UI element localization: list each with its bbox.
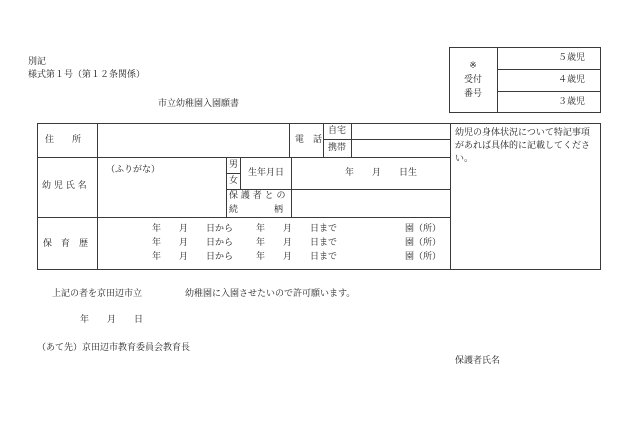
form-number: 様式第１号（第１２条関係）: [28, 70, 146, 80]
reception-row-5: ５歳児: [558, 53, 586, 63]
history-row-3-from: 年 月 日から: [152, 252, 234, 262]
history-row-1-from: 年 月 日から: [152, 224, 234, 234]
phone-home-label: 自宅: [328, 126, 347, 136]
application-date: 年 月 日: [80, 315, 144, 325]
reception-row-3: ３歳児: [558, 97, 586, 107]
gender-female: 女: [229, 176, 239, 186]
furigana-label: （ふりがな）: [106, 165, 161, 175]
phone-label: 電 話: [295, 135, 323, 145]
birth-date-value: 年 月 日生: [345, 168, 418, 178]
guardian-relation-label-1: 保 護 者 と の: [229, 191, 286, 201]
address-label: 住 所: [45, 135, 82, 145]
history-row-3-place: 園（所）: [405, 252, 442, 262]
gender-male: 男: [229, 160, 239, 170]
history-row-2-place: 園（所）: [405, 238, 442, 248]
addressee: （あて先）京田辺市教育委員会教育長: [37, 343, 191, 353]
special-notes: 幼児の身体状況について特記事項があれば具体的に記載してください。: [455, 128, 591, 164]
birth-date-label: 生年月日: [248, 168, 285, 178]
reception-label-2: 番号: [463, 89, 482, 99]
phone-mobile-label: 携帯: [328, 143, 347, 153]
reception-row-4: ４歳児: [558, 75, 586, 85]
request-text-part2: 幼稚園に入園させたいので許可願います。: [185, 289, 356, 299]
child-name-label: 幼 児 氏 名: [42, 181, 87, 191]
history-row-1-place: 園（所）: [405, 224, 442, 234]
school-history-label: 保 育 歴: [43, 239, 89, 249]
bekki-label: 別記: [28, 57, 47, 67]
request-text-part1: 上記の者を京田辺市立: [52, 289, 143, 299]
guardian-name-label: 保護者氏名: [455, 356, 501, 366]
history-row-2-to: 年 月 日まで: [256, 238, 338, 248]
page-title: 市立幼稚園入園願書: [158, 99, 240, 109]
history-row-1-to: 年 月 日まで: [256, 224, 338, 234]
guardian-relation-label-2: 続 柄: [229, 205, 284, 215]
history-row-2-from: 年 月 日から: [152, 238, 234, 248]
reception-mark: ※: [469, 61, 477, 71]
history-row-3-to: 年 月 日まで: [256, 252, 338, 262]
reception-label-1: 受付: [463, 75, 482, 85]
